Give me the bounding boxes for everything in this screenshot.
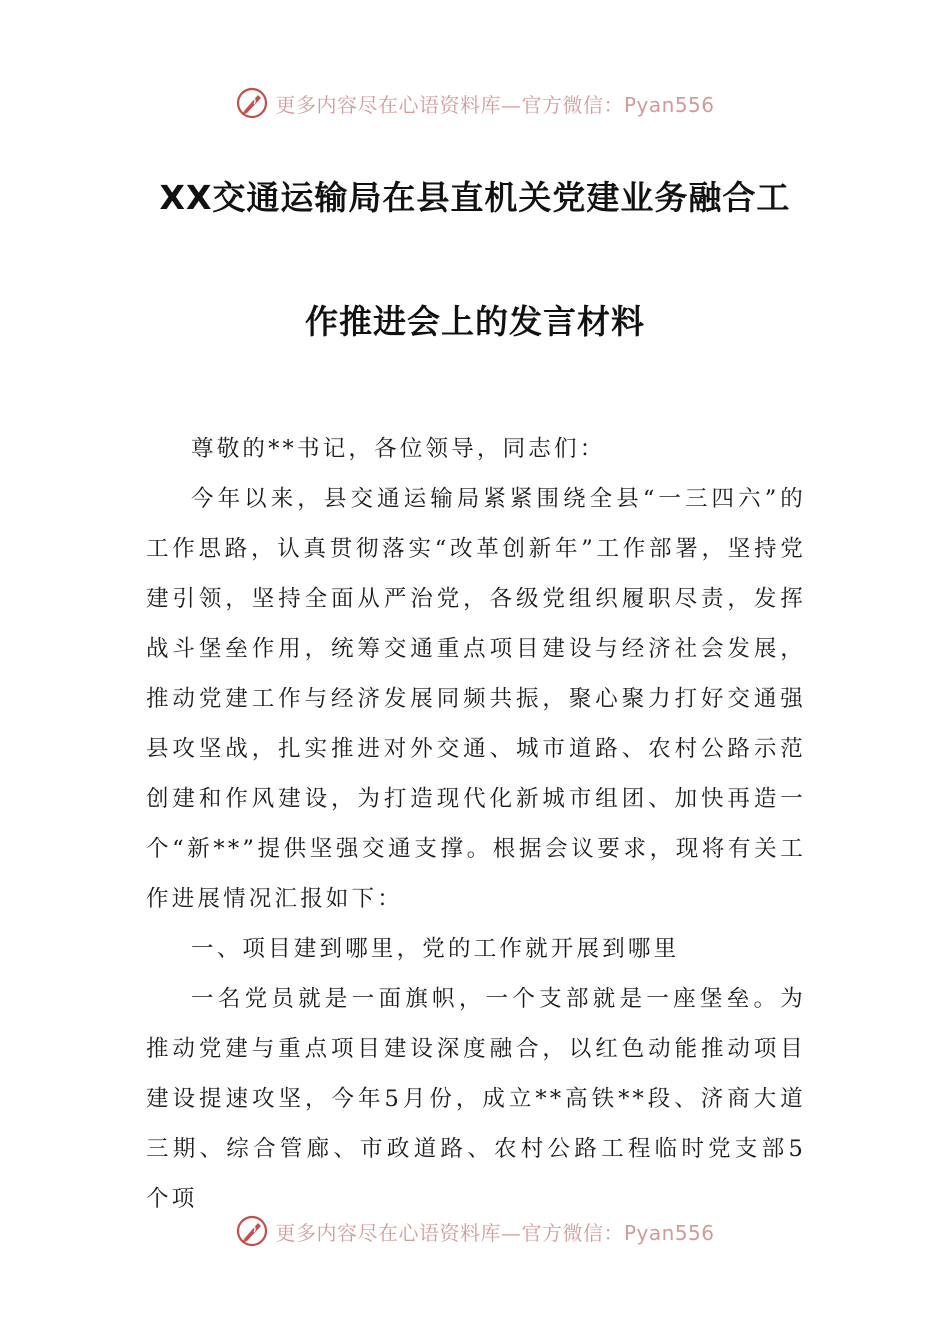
pen-logo-icon <box>235 1214 269 1248</box>
body-paragraph: 今年以来，县交通运输局紧紧围绕全县“一三四六”的工作思路，认真贯彻落实“改革创新年”工作部署，坚持党建引领，坚持全面从严治党，各级党组织履职尽责，发挥战斗堡垒作用，统筹交通重点项目建设与经济社会发展，推动党建工作与经济发展同频共振，聚心聚力打好交通强县攻坚战，扎实推进对外交通、城市道路、农村公路示范创建和作风建设，为打造现代化新城市组团、加快再造一个“新**”提供坚强交通支撑。根据会议要求，现将有关工作进展情况汇报如下： <box>146 486 806 912</box>
header-banner-text: 更多内容尽在心语资料库—官方微信： <box>275 92 624 117</box>
body-paragraph: 一名党员就是一面旗帜，一个支部就是一座堡垒。为推动党建与重点项目建设深度融合，以红色动能推动项目建设提速攻坚，今年5月份，成立**高铁**段、济商大道三期、综合管廊、市政道路、农村公路工程临时党支部5个项 <box>146 986 806 1212</box>
document-title-line-2: 作推进会上的发言材料 <box>305 302 645 341</box>
footer-wechat-id: Pyan556 <box>623 1220 715 1245</box>
section-heading: 一、项目建到哪里，党的工作就开展到哪里 <box>191 936 680 962</box>
header-banner <box>0 81 950 125</box>
header-wechat-id: Pyan556 <box>623 92 715 117</box>
footer-banner-text: 更多内容尽在心语资料库—官方微信： <box>275 1220 624 1245</box>
footer-banner <box>0 1209 950 1253</box>
salutation: 尊敬的**书记，各位领导，同志们： <box>191 436 606 462</box>
document-body <box>146 424 806 1224</box>
document-title-line-1: XX交通运输局在县直机关党建业务融合工 <box>159 178 791 217</box>
pen-logo-icon <box>235 86 269 120</box>
